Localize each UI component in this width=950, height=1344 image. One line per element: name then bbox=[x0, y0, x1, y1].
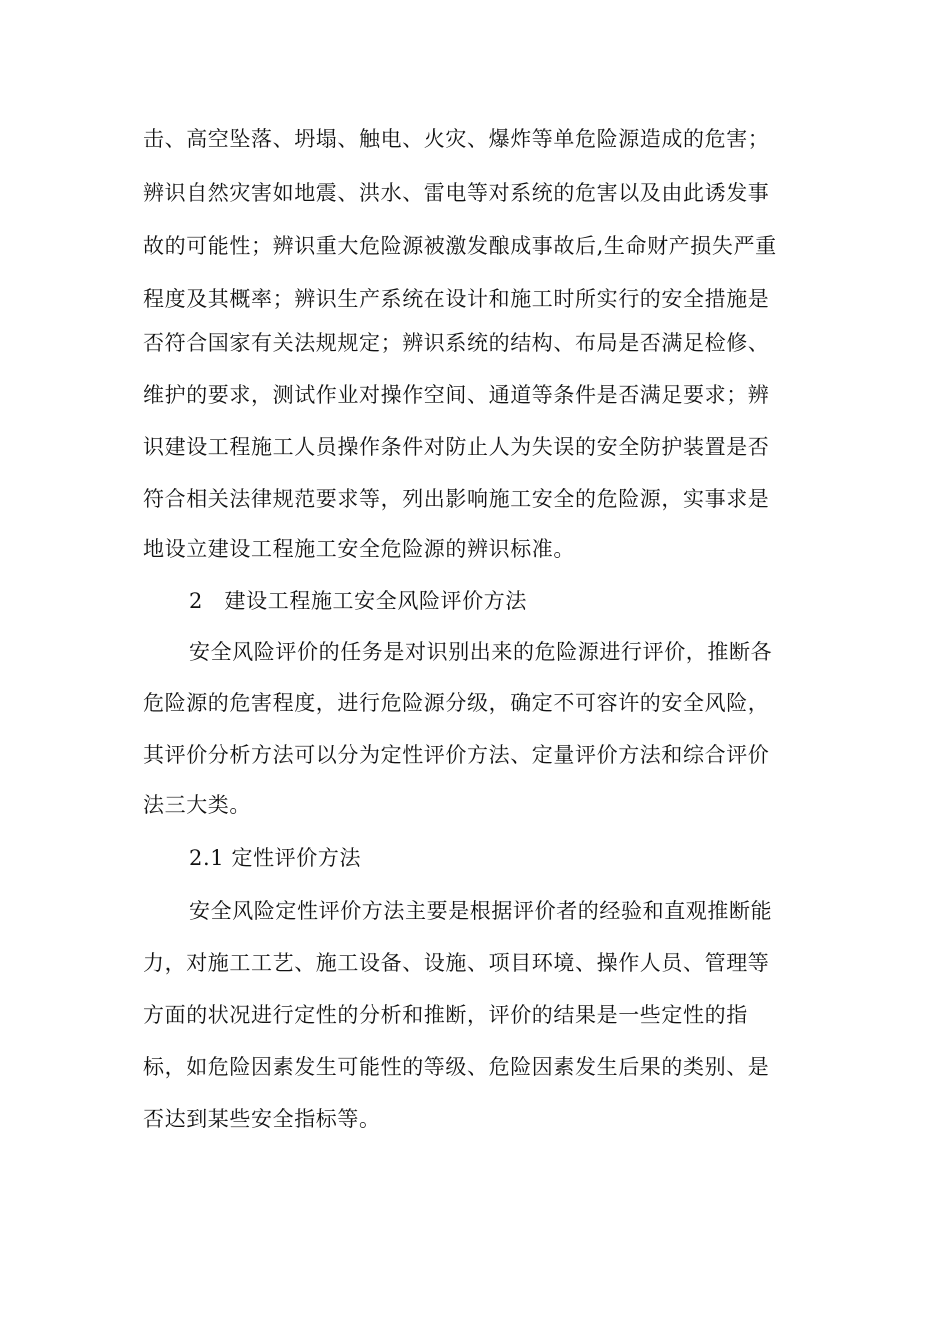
text-line: 故的可能性；辨识重大危险源被激发酿成事故后,生命财产损失严重 bbox=[143, 234, 777, 258]
text-line: 安全风险定性评价方法主要是根据评价者的经验和直观推断能 bbox=[189, 899, 773, 923]
text-line: 其评价分析方法可以分为定性评价方法、定量评价方法和综合评价 bbox=[143, 743, 770, 767]
text-line: 力，对施工工艺、施工设备、设施、项目环境、操作人员、管理等 bbox=[143, 951, 770, 975]
text-line: 击、高空坠落、坍塌、触电、火灾、爆炸等单危险源造成的危害； bbox=[143, 127, 770, 151]
text-line: 法三大类。 bbox=[143, 793, 251, 817]
text-line: 识建设工程施工人员操作条件对防止人为失误的安全防护装置是否 bbox=[143, 435, 770, 459]
text-line: 安全风险评价的任务是对识别出来的危险源进行评价，推断各 bbox=[189, 640, 773, 664]
text-line: 否符合国家有关法规规定；辨识系统的结构、布局是否满足检修、 bbox=[143, 331, 770, 355]
section-heading: 2 建设工程施工安全风险评价方法 bbox=[189, 589, 527, 613]
text-line: 方面的状况进行定性的分析和推断，评价的结果是一些定性的指 bbox=[143, 1003, 748, 1027]
text-line: 标，如危险因素发生可能性的等级、危险因素发生后果的类别、是 bbox=[143, 1055, 770, 1079]
text-line: 符合相关法律规范要求等，列出影响施工安全的危险源，实事求是 bbox=[143, 487, 770, 511]
text-line: 危险源的危害程度，进行危险源分级，确定不可容许的安全风险， bbox=[143, 691, 770, 715]
text-line: 地设立建设工程施工安全危险源的辨识标准。 bbox=[143, 537, 575, 561]
text-line: 程度及其概率；辨识生产系统在设计和施工时所实行的安全措施是 bbox=[143, 287, 770, 311]
subsection-heading: 2.1 定性评价方法 bbox=[189, 846, 362, 870]
text-line: 维护的要求，测试作业对操作空间、通道等条件是否满足要求；辨 bbox=[143, 383, 770, 407]
text-line: 辨识自然灾害如地震、洪水、雷电等对系统的危害以及由此诱发事 bbox=[143, 181, 770, 205]
text-line: 否达到某些安全指标等。 bbox=[143, 1107, 381, 1131]
